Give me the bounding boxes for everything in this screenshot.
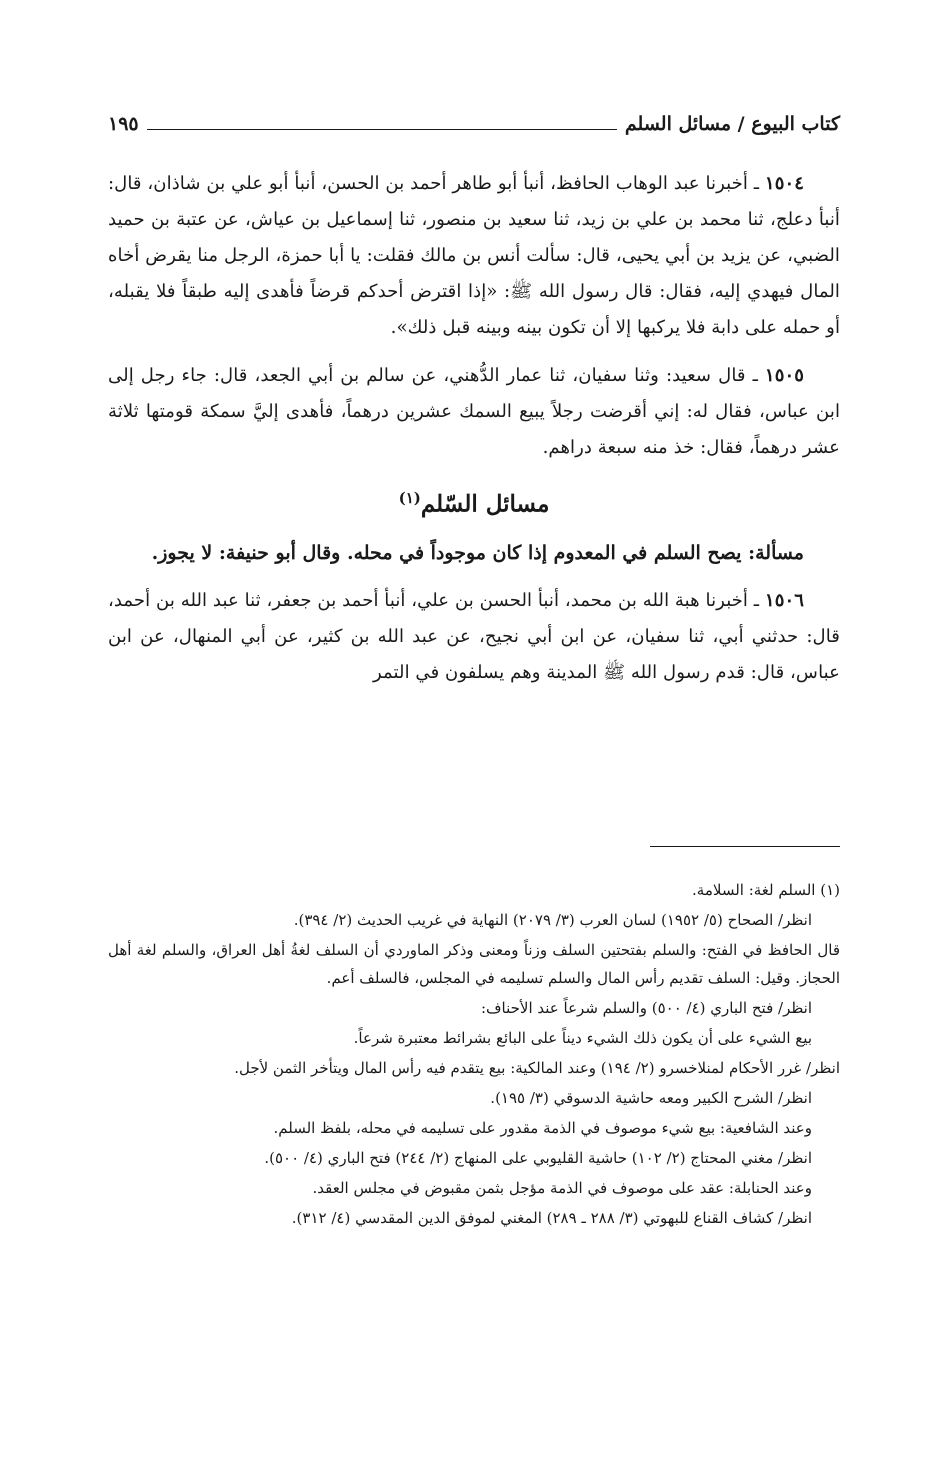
- footnote-line: وعند الشافعية: بيع شيء موصوف في الذمة مقدور على تسليمه في محله، بلفظ السلم.: [273, 1119, 812, 1137]
- footnote-line: انظر/ كشاف القناع للبهوتي (٣/ ٢٨٨ ـ ٢٨٩) المغني لموفق الدين المقدسي (٤/ ٣١٢).: [291, 1209, 812, 1227]
- hadith-text: ـ أخبرنا هبة الله بن محمد، أنبأ الحسن بن علي، أنبأ أحمد بن جعفر، ثنا عبد الله بن أحمد، قال: حدثني أبي، ثنا سفيان، عن ابن أبي نجيح، عن عبد الله بن كثير، عن أبي المنهال، عن ابن عباس، قال: قدم رسول الله ﷺ المدينة وهم يسلفون في التمر: [108, 589, 840, 683]
- page-number: ١٩٥: [108, 113, 139, 135]
- hadith-text: ـ قال سعيد: وثنا سفيان، ثنا عمار الدُّهني، عن سالم بن أبي الجعد، قال: جاء رجل إلى ابن عباس، فقال له: إني أقرضت رجلاً يبيع السمك عشرين درهماً، فأهدى إليَّ سمكة قومتها ثلاثة عشر درهماً، فقال: خذ منه سبعة دراهم.: [108, 365, 840, 458]
- hadith-1505: [108, 358, 840, 466]
- section-title: [108, 478, 840, 525]
- footnote-line: قال الحافظ في الفتح: والسلم بفتحتين السلف وزناً ومعنى وذكر الماوردي أن السلف لغةُ أهل العراق، والسلم لغة أهل الحجاز. وقيل: السلف تقديم رأس المال والسلم تسليمه في المجلس، فالسلف أعم.: [108, 941, 840, 987]
- footnote-line: (١) السلم لغة: السلامة.: [692, 881, 840, 899]
- book-page: [108, 104, 840, 1424]
- footnote-separator: [650, 846, 840, 847]
- footnote-line: وعند الحنابلة: عقد على موصوف في الذمة مؤجل بثمن مقبوض في مجلس العقد.: [312, 1179, 812, 1197]
- hadith-1506: [108, 583, 840, 691]
- main-text: [108, 166, 840, 703]
- footnote-marker: (١): [398, 489, 421, 507]
- hadith-number: ١٥٠٦: [764, 589, 804, 611]
- header-title: كتاب البيوع / مسائل السلم: [624, 113, 840, 135]
- footnote-line: بيع الشيء على أن يكون ذلك الشيء ديناً على البائع بشرائط معتبرة شرعاً.: [353, 1029, 812, 1047]
- section-title-text: مسائل السّلم: [420, 490, 550, 518]
- footnote-line: انظر/ مغني المحتاج (٢/ ١٠٢) حاشية القليوبي على المنهاج (٢/ ٢٤٤) فتح الباري (٤/ ٥٠٠).: [264, 1149, 812, 1167]
- footnote-line: انظر/ غرر الأحكام لمنلاخسرو (٢/ ١٩٤) وعند المالكية: بيع يتقدم فيه رأس المال ويتأخر الثمن لأجل.: [234, 1059, 840, 1077]
- hadith-text: ـ أخبرنا عبد الوهاب الحافظ، أنبأ أبو طاهر أحمد بن الحسن، أنبأ أبو علي بن شاذان، قال: أنبأ دعلج، ثنا محمد بن علي بن زيد، ثنا سعيد بن منصور، ثنا إسماعيل بن عياش، عن عتبة بن حميد الضبي، عن يزيد بن أبي يحيى، قال: سألت أنس بن مالك فقلت: يا أبا حمزة، الرجل منا يقرض أخاه المال فيهدي إليه، فقال: قال رسول الله ﷺ: «إذا اقترض أحدكم قرضاً فأهدى إليه طبقاً فلا يقبله، أو حمله على دابة فلا يركبها إلا أن تكون بينه وبينه قبل ذلك».: [108, 173, 840, 338]
- hadith-number: ١٥٠٤: [764, 173, 804, 194]
- hadith-number: ١٥٠٥: [764, 365, 804, 386]
- footnote-line: انظر/ الشرح الكبير ومعه حاشية الدسوقي (٣/ ١٩٥).: [490, 1089, 812, 1107]
- running-header: [108, 104, 840, 144]
- footnotes: [108, 876, 840, 1234]
- masala-statement: مسألة: يصح السلم في المعدوم إذا كان موجوداً في محله. وقال أبو حنيفة: لا يجوز.: [151, 541, 804, 564]
- footnote-line: انظر/ الصحاح (٥/ ١٩٥٢) لسان العرب (٣/ ٢٠٧٩) النهاية في غريب الحديث (٢/ ٣٩٤).: [293, 911, 812, 929]
- header-rule: [147, 119, 617, 130]
- hadith-1504: [108, 166, 840, 346]
- footnote-line: انظر/ فتح الباري (٤/ ٥٠٠) والسلم شرعاً عند الأحناف:: [480, 999, 812, 1017]
